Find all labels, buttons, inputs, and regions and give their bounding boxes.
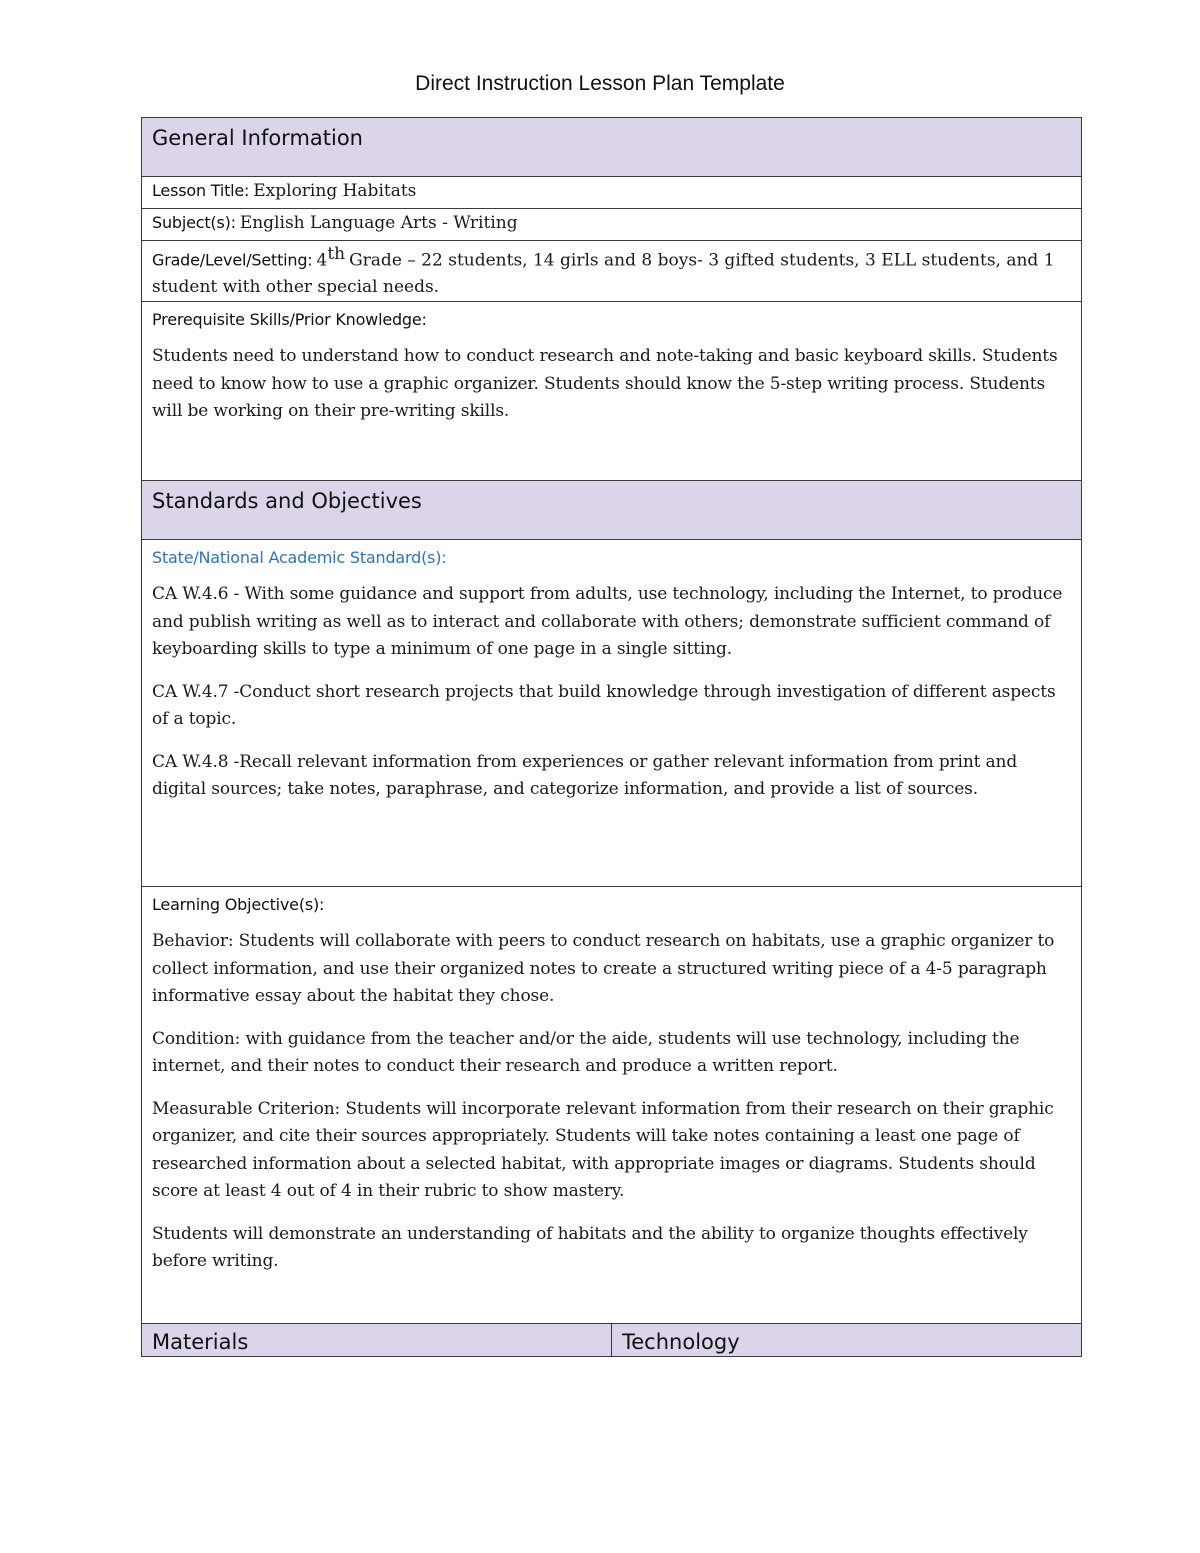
grade-level-setting-cell — [142, 241, 1082, 302]
prerequisite-cell — [142, 302, 1082, 481]
standards-cell — [142, 540, 1082, 887]
objective-item: Students will demonstrate an understanding of habitats and the ability to organize thoughts effectively before writing. — [152, 1223, 1028, 1272]
grade-number: 4 — [316, 250, 328, 271]
learning-objectives-row — [142, 887, 1082, 1324]
prerequisite-row — [142, 302, 1082, 481]
objective-item: Behavior: Students will collaborate with peers to conduct research on habitats, use a graphic organizer to collect information, and use their organized notes to create a structured writing piece of a 4-5 paragraph informative essay about the habitat they chose. — [152, 931, 1055, 1007]
general-information-heading: General Information — [142, 118, 1082, 177]
standards-objectives-header-row — [142, 481, 1082, 540]
grade-level-setting-row — [142, 241, 1082, 302]
general-information-header-row — [142, 118, 1082, 177]
materials-heading: Materials — [142, 1324, 612, 1357]
lesson-title-value: Exploring Habitats — [253, 181, 417, 201]
subjects-row — [142, 209, 1082, 241]
standards-objectives-heading: Standards and Objectives — [142, 481, 1082, 540]
document-title: Direct Instruction Lesson Plan Template — [415, 72, 785, 95]
grade-ordinal-suffix: th — [327, 244, 346, 264]
subjects-cell — [142, 209, 1082, 241]
prerequisite-text: Students need to understand how to conduct research and note-taking and basic keyboard skills. Students need to know how to use a graphic organizer. Students should know the 5-step writing process. Students will be working on their pre-writing skills. — [152, 346, 1058, 422]
materials-technology-header-row — [142, 1324, 1082, 1357]
lesson-plan-table — [141, 117, 1082, 1357]
lesson-title-label: Lesson Title: — [152, 181, 250, 200]
learning-objectives-cell — [142, 887, 1082, 1324]
objective-item: Measurable Criterion: Students will incorporate relevant information from their research on their graphic organizer, and cite their sources appropriately. Students will take notes containing a least one page of researched information about a selected habitat, with appropriate images or diagrams. Students should score at least 4 out of 4 in their rubric to show mastery. — [152, 1098, 1054, 1202]
subjects-value: English Language Arts - Writing — [239, 213, 518, 233]
objective-item: Condition: with guidance from the teacher and/or the aide, students will use technology, including the internet, and their notes to conduct their research and produce a written report. — [152, 1028, 1020, 1077]
grade-level-setting-label: Grade/Level/Setting: — [152, 250, 313, 270]
prerequisite-label: Prerequisite Skills/Prior Knowledge: — [152, 310, 427, 330]
lesson-title-cell — [142, 177, 1082, 209]
grade-level-setting-value: Grade – 22 students, 14 girls and 8 boys- 3 gifted students, 3 ELL students, and 1 student with other special needs. — [152, 250, 1055, 298]
learning-objectives-label: Learning Objective(s): — [152, 895, 325, 915]
standards-label: State/National Academic Standard(s): — [152, 548, 447, 568]
standard-item: CA W.4.7 -Conduct short research projects that build knowledge through investigation of different aspects of a topic. — [152, 681, 1056, 730]
standard-item: CA W.4.6 - With some guidance and support from adults, use technology, including the Internet, to produce and publish writing as well as to interact and collaborate with others; demonstrate sufficient command of keyboarding skills to type a minimum of one page in a single sitting. — [152, 584, 1063, 660]
standard-item: CA W.4.8 -Recall relevant information from experiences or gather relevant information from print and digital sources; take notes, paraphrase, and categorize information, and provide a list of sources. — [152, 751, 1018, 800]
technology-heading: Technology — [612, 1324, 1082, 1357]
subjects-label: Subject(s): — [152, 213, 236, 232]
lesson-title-row — [142, 177, 1082, 209]
standards-row — [142, 540, 1082, 887]
